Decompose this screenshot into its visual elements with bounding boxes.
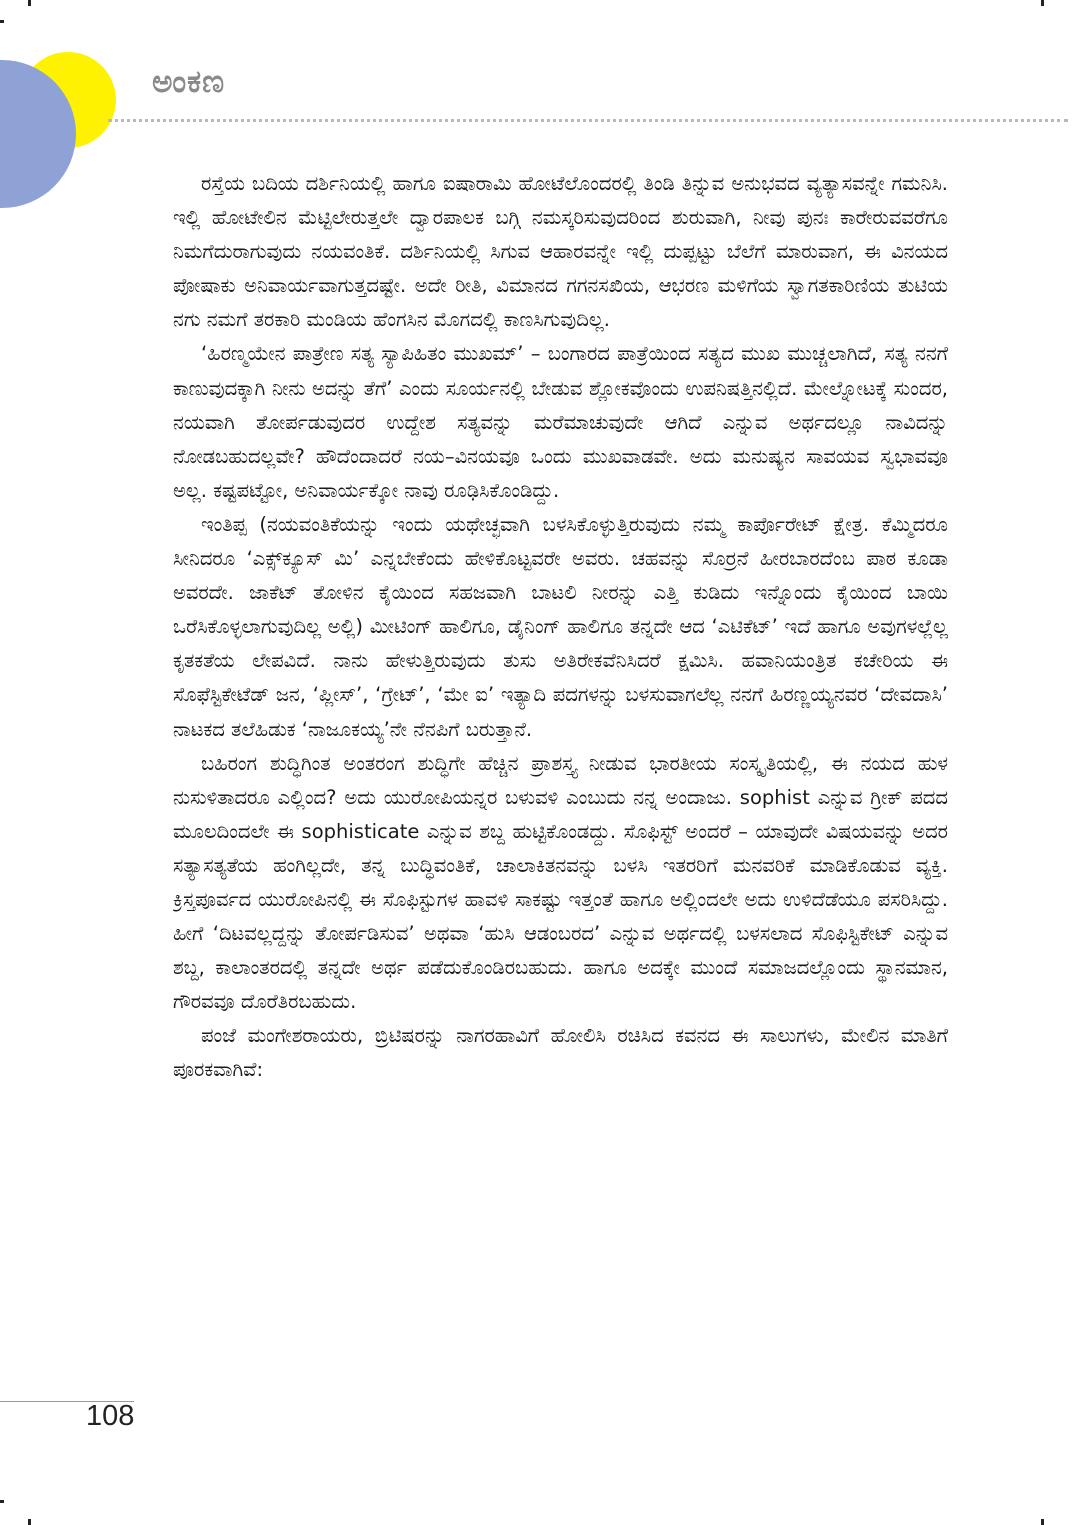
paragraph-4: ಬಹಿರಂಗ ಶುದ್ಧಿಗಿಂತ ಅಂತರಂಗ ಶುದ್ಧಿಗೇ ಹೆಚ್ಚಿನ ಪ್ರಾಶಸ್ತ್ಯ ನೀಡುವ ಭಾರತೀಯ ಸಂಸ್ಕೃತಿಯಲ್ಲಿ, ಈ ನಯದ ಹುಳ ನುಸುಳಿತಾದರೂ ಎಲ್ಲಿಂದ? ಅದು ಯುರೋಪಿಯನ್ನರ ಬಳುವಳಿ ಎಂಬುದು ನನ್ನ ಅಂದಾಜು. sophist ಎನ್ನುವ ಗ್ರೀಕ್ ಪದದ ಮೂಲದಿಂದಲೇ ಈ sophisticate ಎನ್ನುವ ಶಬ್ದ ಹುಟ್ಟಿಕೊಂಡದ್ದು. ಸೊಫಿಸ್ಟ್ ಅಂದರೆ – ಯಾವುದೇ ವಿಷಯವನ್ನು ಅದರ ಸತ್ಯಾಸತ್ಯತೆಯ ಹಂಗಿಲ್ಲದೇ, ತನ್ನ ಬುದ್ಧಿವಂತಿಕೆ, ಚಾಲಾಕಿತನವನ್ನು ಬಳಸಿ ಇತರರಿಗೆ ಮನವರಿಕೆ ಮಾಡಿಕೊಡುವ ವ್ಯಕ್ತಿ. ಕ್ರಿಸ್ತಪೂರ್ವದ ಯುರೋಪಿನಲ್ಲಿ ಈ ಸೊಫಿಸ್ಟುಗಳ ಹಾವಳಿ ಸಾಕಷ್ಟು ಇತ್ತಂತೆ ಹಾಗೂ ಅಲ್ಲಿಂದಲೇ ಅದು ಉಳಿದೆಡೆಯೂ ಪಸರಿಸಿದ್ದು. ಹೀಗೆ ‘ದಿಟವಲ್ಲದ್ದನ್ನು ತೋರ್ಪಡಿಸುವ’ ಅಥವಾ ‘ಹುಸಿ ಆಡಂಬರದ’ ಎನ್ನುವ ಅರ್ಥದಲ್ಲಿ ಬಳಸಲಾದ ಸೊಫಿಸ್ಟಿಕೇಟ್ ಎನ್ನುವ ಶಬ್ದ, ಕಾಲಾಂತರದಲ್ಲಿ ತನ್ನದೇ ಅರ್ಥ ಪಡೆದುಕೊಂಡಿರಬಹುದು. ಹಾಗೂ ಅದಕ್ಕೇ ಮುಂದೆ ಸಮಾಜದಲ್ಲೊಂದು ಸ್ಥಾನಮಾನ, ಗೌರವವೂ ದೊರೆತಿರಬಹುದು. [173,751,948,1014]
page-number: 108 [86,1400,135,1432]
section-title: ಅಂಕಣ [152,64,226,100]
header-dotted-rule [108,119,1068,122]
paragraph-3: ಇಂತಿಪ್ಪ (ನಯವಂತಿಕೆಯನ್ನು ಇಂದು ಯಥೇಚ್ಛವಾಗಿ ಬಳಸಿಕೊಳ್ಳುತ್ತಿರುವುದು ನಮ್ಮ ಕಾರ್ಪೊರೇಟ್ ಕ್ಷೇತ್ರ. ಕೆಮ್ಮಿದರೂ ಸೀನಿದರೂ ‘ಎಕ್ಸ್‌ಕ್ಯೂಸ್ ಮಿ’ ಎನ್ನಬೇಕೆಂದು ಹೇಳಿಕೊಟ್ಟವರೇ ಅವರು. ಚಹವನ್ನು ಸೊರ್ರನೆ ಹೀರಬಾರದೆಂಬ ಪಾಠ ಕೂಡಾ ಅವರದೇ. ಜಾಕೆಟ್ ತೋಳಿನ ಕೈಯಿಂದ ಸಹಜವಾಗಿ ಬಾಟಲಿ ನೀರನ್ನು ಎತ್ತಿ ಕುಡಿದು ಇನ್ನೊಂದು ಕೈಯಿಂದ ಬಾಯಿ ಒರೆಸಿಕೊಳ್ಳಲಾಗುವುದಿಲ್ಲ ಅಲ್ಲಿ) ಮೀಟಿಂಗ್ ಹಾಲಿಗೂ, ಡೈನಿಂಗ್ ಹಾಲಿಗೂ ತನ್ನದೇ ಆದ ‘ಎಟಿಕೆಟ್’ ಇದೆ ಹಾಗೂ ಅವುಗಳಲ್ಲೆಲ್ಲ ಕೃತಕತೆಯ ಲೇಪವಿದೆ. ನಾನು ಹೇಳುತ್ತಿರುವುದು ತುಸು ಅತಿರೇಕವೆನಿಸಿದರೆ ಕ್ಷಮಿಸಿ. ಹವಾನಿಯಂತ್ರಿತ ಕಚೇರಿಯ ಈ ಸೊಫೆಸ್ಟಿಕೇಟೆಡ್ ಜನ, ‘ಪ್ಲೀಸ್’, ‘ಗ್ರೇಟ್’, ‘ಮೇ ಐ’ ಇತ್ಯಾದಿ ಪದಗಳನ್ನು ಬಳಸುವಾಗಲೆಲ್ಲ ನನಗೆ ಹಿರಣ್ಣಯ್ಯನವರ ‘ದೇವದಾಸಿ’ ನಾಟಕದ ತಲೆಹಿಡುಕ ‘ನಾಜೂಕಯ್ಯ’ನೇ ನೆನಪಿಗೆ ಬರುತ್ತಾನೆ. [173,512,948,741]
crop-mark-bottom-left [0,1500,4,1503]
paragraph-5: ಪಂಜೆ ಮಂಗೇಶರಾಯರು, ಬ್ರಿಟಿಷರನ್ನು ನಾಗರಹಾವಿಗೆ ಹೋಲಿಸಿ ರಚಿಸಿದ ಕವನದ ಈ ಸಾಲುಗಳು, ಮೇಲಿನ ಮಾತಿಗೆ ಪೂರಕವಾಗಿವೆ: [173,1024,948,1082]
paragraph-1: ರಸ್ತೆಯ ಬದಿಯ ದರ್ಶಿನಿಯಲ್ಲಿ ಹಾಗೂ ಐಷಾರಾಮಿ ಹೋಟೆಲೊಂದರಲ್ಲಿ ತಿಂಡಿ ತಿನ್ನುವ ಅನುಭವದ ವ್ಯತ್ಯಾಸವನ್ನೇ ಗಮನಿಸಿ. ಇಲ್ಲಿ ಹೋಟೇಲಿನ ಮೆಟ್ಟಿಲೇರುತ್ತಲೇ ದ್ವಾರಪಾಲಕ ಬಗ್ಗಿ ನಮಸ್ಕರಿಸುವುದರಿಂದ ಶುರುವಾಗಿ, ನೀವು ಪುನಃ ಕಾರೇರುವವರೆಗೂ ನಿಮಗೆದುರಾಗುವುದು ನಯವಂತಿಕೆ. ದರ್ಶಿನಿಯಲ್ಲಿ ಸಿಗುವ ಆಹಾರವನ್ನೇ ಇಲ್ಲಿ ದುಪ್ಪಟ್ಟು ಬೆಲೆಗೆ ಮಾರುವಾಗ, ಈ ವಿನಯದ ಪೋಷಾಕು ಅನಿವಾರ್ಯವಾಗುತ್ತದಷ್ಟೇ. ಅದೇ ರೀತಿ, ವಿಮಾನದ ಗಗನಸಖಿಯ, ಆಭರಣ ಮಳಿಗೆಯ ಸ್ವಾಗತಕಾರಿಣಿಯ ತುಟಿಯ ನಗು ನಮಗೆ ತರಕಾರಿ ಮಂಡಿಯ ಹೆಂಗಸಿನ ಮೊಗದಲ್ಲಿ ಕಾಣಸಿಗುವುದಿಲ್ಲ. [173,172,948,332]
paragraph-2: ‘ಹಿರಣ್ಮಯೇನ ಪಾತ್ರೇಣ ಸತ್ಯ ಸ್ಯಾಪಿಹಿತಂ ಮುಖಮ್’ – ಬಂಗಾರದ ಪಾತ್ರೆಯಿಂದ ಸತ್ಯದ ಮುಖ ಮುಚ್ಚಲಾಗಿದೆ, ಸತ್ಯ ನನಗೆ ಕಾಣುವುದಕ್ಕಾಗಿ ನೀನು ಅದನ್ನು ತೆಗೆ’ ಎಂದು ಸೂರ್ಯನಲ್ಲಿ ಬೇಡುವ ಶ್ಲೋಕವೊಂದು ಉಪನಿಷತ್ತಿನಲ್ಲಿದೆ. ಮೇಲ್ನೋಟಕ್ಕೆ ಸುಂದರ, ನಯವಾಗಿ ತೋರ್ಪಡುವುದರ ಉದ್ದೇಶ ಸತ್ಯವನ್ನು ಮರೆಮಾಚುವುದೇ ಆಗಿದೆ ಎನ್ನುವ ಅರ್ಥದಲ್ಲೂ ನಾವಿದನ್ನು ನೋಡಬಹುದಲ್ಲವೇ? ಹೌದೆಂದಾದರೆ ನಯ–ವಿನಯವೂ ಒಂದು ಮುಖವಾಡವೇ. ಅದು ಮನುಷ್ಯನ ಸಾವಯವ ಸ್ವಭಾವವೂ ಅಲ್ಲ. ಕಷ್ಟಪಟ್ಟೋ, ಅನಿವಾರ್ಯಕ್ಕೋ ನಾವು ರೂಢಿಸಿಕೊಂಡಿದ್ದು. [173,342,948,502]
crop-mark-top-left-tick [28,0,31,6]
article-body [173,167,948,1357]
crop-mark-bottom-left-tick [28,1519,31,1525]
crop-mark-bottom-right-tick [1041,1519,1044,1525]
crop-mark-top-right-tick [1041,0,1044,6]
crop-mark-top-left [0,20,4,23]
